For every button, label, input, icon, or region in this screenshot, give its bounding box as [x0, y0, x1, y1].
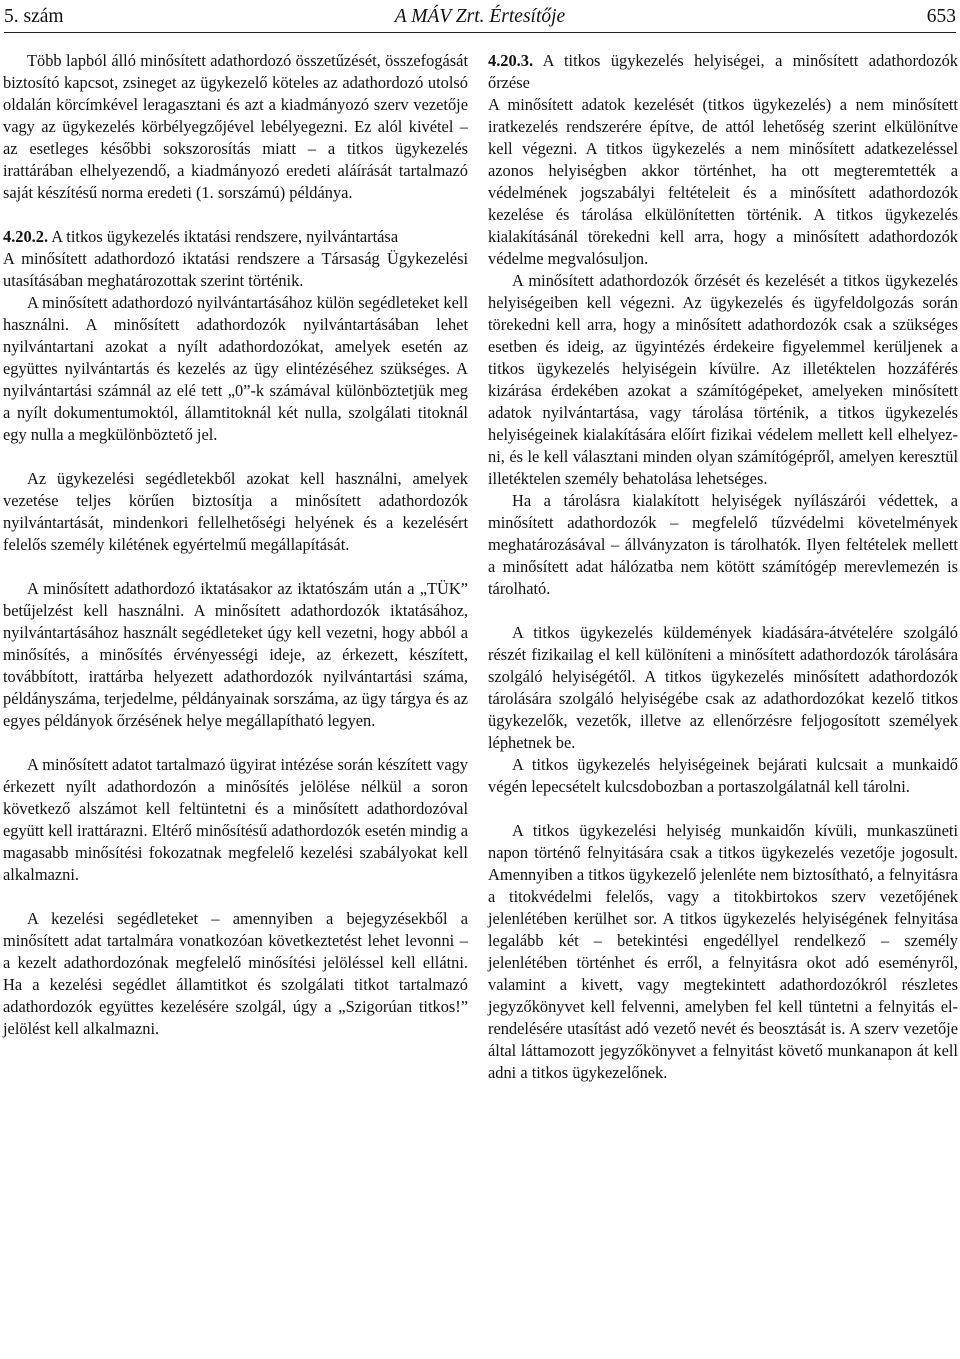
paragraph: A titkos ügykezelési helyiség munkaidőn kívüli, munkaszüneti napon történő felnyitására csak a titkos ügykezelés vezetője jogosult. Amennyiben a titkos ügykezelő jelenléte nem biztosítható, a felnyitásra a titokvédelmi felelős, vagy a titokbirtokos szerv vezetőjének jelenlétében kerülhet sor. A titkos ügykezelés helyiségének felnyitása legalább két – betekintési engedéllyel rendelkező – személy jelenlétében történhet és erről, a felnyitásra okot adó eseményről, valamint a kivett, vagy megtekintett adathordozókról részletes jegyzőkönyvet kell felvenni, amelyben fel kell tüntetni a felnyitás elrendelésére utasítást adó vezető nevét és beosztását is. A szerv vezetője által láttamozott jegyzőkönyvet a felnyitást követő munkanapon át kell adni a titkos ügykezelőnek.	[488, 821, 958, 1082]
paragraph: Az ügykezelési segédletekből azokat kell használni, amelyek vezetése teljes körűen biztosítja a minősített adathordozók nyilvántartását, mindenkori fellelhetőségi helyének és a kezelésért felelős személy kilétének egyértelmű megállapítását.	[3, 469, 468, 554]
paragraph: A titkos ügykezelés küldemények kiadására-átvételére szolgáló részét fizikailag el kell különíteni a minősített adathordozók tárolására szolgáló helyiségétől. A titkos ügykezelés minősített adathordozók tárolására szolgáló helyiségébe csak az adathordozókat kezelő titkos ügykezelők, vezetők, illetve az ellenőrzésre feljogosított személyek léphetnek be.	[488, 623, 958, 752]
paragraph: A minősített adatok kezelését (titkos ügykezelés) a nem minősített iratkezelés rendszerére építve, de attól lehetőség szerint elkülönítve kell végezni. A titkos ügykezelés a nem minősített adatkezeléssel azonos helyiségben akkor történhet, ha ott megteremtették a védelmének jogszabályi feltételeit és a minősített adathordozók kezelése és tárolása elkülönítetten történik. A titkos ügykezelés kialakításánál törekedni kell arra, hogy a minősített adathordozók védelme megvalósuljon.	[488, 95, 958, 268]
issue-number: 5. szám	[4, 6, 64, 27]
section-number: 4.20.2.	[3, 227, 49, 246]
section-heading-4-20-2	[3, 226, 468, 248]
paragraph: A kezelési segédleteket – amennyiben a bejegyzésekből a minősített adat tartalmára vonatkozóan következtetést lehet levonni – a kezelt adathordozónak megfelelő minősítési jelöléssel kell ellátni. Ha a kezelési segédlet államtitkot és szolgálati titkot tartalmazó adathordozók együttes kezelésére szolgál, úgy a „Szigorúan titkos!” jelölést kell alkalmazni.	[3, 909, 468, 1038]
left-column	[3, 50, 468, 1040]
page-number: 653	[926, 6, 956, 27]
paragraph: Több lapból álló minősített adathordozó összetűzését, összefogását biztosító kapcsot, zsineget az ügykezelő köteles az adathordozó utolsó oldalán körcímkével leragasztani és azt a kiadmányozó szerv vezetője vagy az ügykezelés körbélyegzőjével lebélyegezni. Ez alól kivétel – az esetleges későbbi sokszorosítás miatt – a titkos ügykezelés irattárában elhelyezendő, a kiadmányozó eredeti aláírását tartalmazó saját készítésű norma eredeti (1. sorszámú) példánya.	[3, 51, 468, 202]
paragraph: A minősített adathordozó iktatási rendszere a Társaság Ügykezelési utasításában meghatározottak szerint történik.	[3, 249, 468, 290]
page-header	[4, 4, 956, 33]
paragraph: A minősített adathordozó nyilvántartásához külön segédleteket kell használni. A minősített adathordozók nyilvántartásában lehet nyilvántartani azokat a nyílt adathordozókat, amelyek esetén az együttes nyilvántartás és kezelés az ügy elintézéséhez szükséges. A nyilvántartási számnál az elé tett „0”-k számával különböztetjük meg a nyílt dokumentumoktól, államtitoknál két nulla, szolgálati titoknál egy nulla a megkülönböztető jel.	[3, 293, 468, 444]
publication-title: A MÁV Zrt. Értesítője	[394, 6, 566, 27]
paragraph: A minősített adatot tartalmazó ügyirat intézése során készített vagy érkezett nyílt adathordozón a minősítés jelölése nélkül a soron következő alszámot kell feltüntetni és a minősített adathordozóval együtt kell irattárazni. Eltérő minősítésű adathordozók esetén mindig a magasabb minősítési fokozatnak megfelelő kezelési szabályokat kell alkalmazni.	[3, 755, 468, 884]
section-heading-4-20-3	[488, 50, 958, 94]
paragraph: A minősített adathordozó iktatásakor az iktatószám után a „TÜK” betűjelzést kell használni. A minősített adathordozók iktatásához, nyilvántartásához használt segédleteket úgy kell vezetni, hogy abból a minősítés, a minősítés érvényességi ideje, az érkezett, készített, továbbított, irattárba helyezett adathordozók nyilvántartási száma, példányszáma, terjedelme, példányainak sorszáma, az ügy tárgya és az egyes példányok őrzésének helye megállapítható legyen.	[3, 579, 468, 730]
paragraph: A titkos ügykezelés helyiségeinek bejárati kulcsait a munkaidő végén lepecsételt kulcsdobozban a portaszolgálatnál kell tárolni.	[488, 755, 958, 796]
paragraph: Ha a tárolásra kialakított helyiségek nyílászárói védettek, a minősített adathordozók – megfelelő tűzvédelmi követelmények meghatározásával – állványzaton is tárolhatók. Ilyen feltételek mellett a minősített adat hálózatba nem kötött számítógép merevlemezén is tárolható.	[488, 491, 958, 598]
right-column	[488, 50, 958, 1084]
paragraph: A minősített adathordozók őrzését és kezelését a titkos ügykezelés helyiségeiben kell végezni. Az ügykezelés és ügyfeldolgozás során törekedni kell arra, hogy a minősített adathordozók csak a szükséges esetben és ideig, az ügyintézés érdekeire figyelemmel kerüljenek a titkos ügykezelés helyiségein kívülre. Az illetéktelen hozzáférés kizárása érdekében azokat a számítógépeket, amelyeken minősített adatok nyilvántartása, vagy tárolása történik, a titkos ügykezelés helyiségeinek kialakítására előírt fizikai védelem mellett kell elhelyezni, és le kell választani minden olyan számítógépről, amelyen keresztül illetéktelen személy behatolása lehetséges.	[488, 271, 958, 488]
section-title: A titkos ügykezelés helyiségei, a minősített adathordozók őrzése	[488, 51, 958, 92]
section-number: 4.20.3.	[488, 51, 534, 70]
section-title: A titkos ügykezelés iktatási rendszere, nyilvántartása	[48, 227, 399, 246]
